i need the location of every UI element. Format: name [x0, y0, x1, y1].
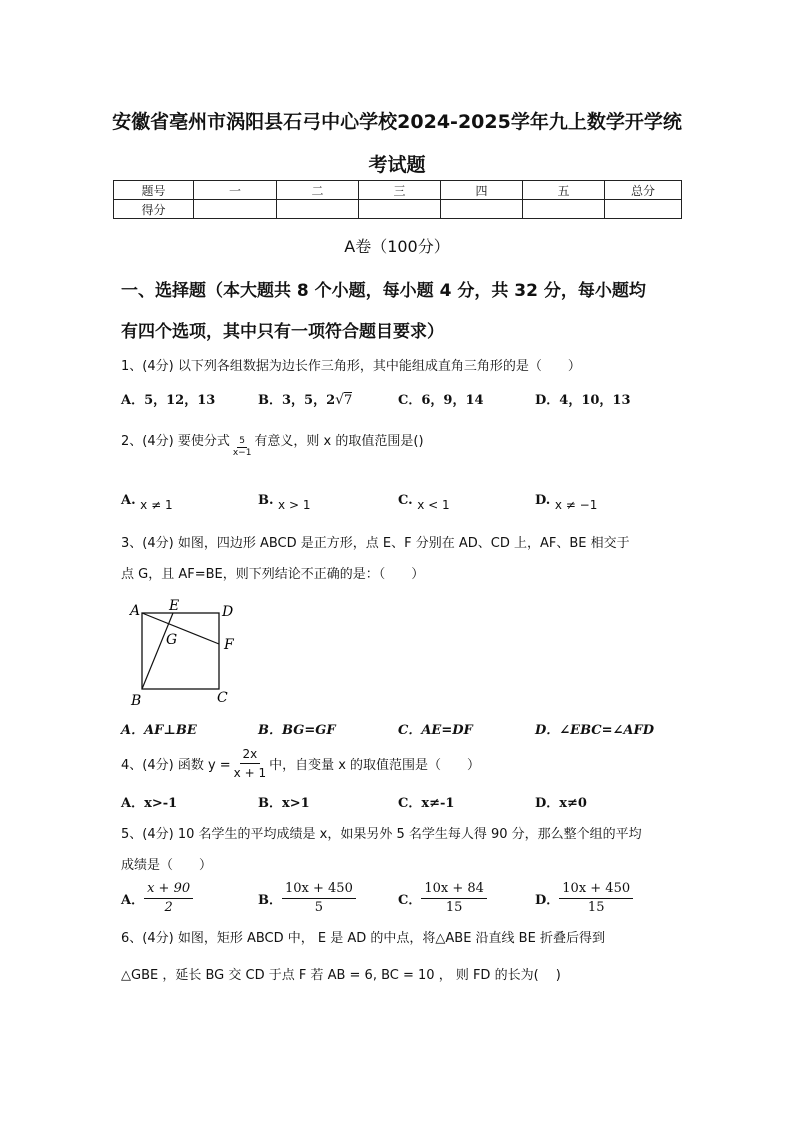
- q1-option-b: [258, 389, 352, 408]
- q1-option-d: D．4，10，13: [535, 393, 631, 408]
- score-table-score-row: [114, 200, 682, 219]
- q5-option-b-frac: [282, 880, 356, 917]
- q4-fraction: [234, 745, 266, 782]
- q1-option-b-root: 7: [344, 393, 353, 408]
- q5-c-num: 10x + 84: [421, 880, 487, 899]
- q2-frac-den: x−1: [232, 448, 252, 458]
- q5-option-a: [121, 880, 193, 917]
- score-cell: [523, 200, 605, 219]
- label-g: G: [166, 632, 178, 648]
- question-4-text: [121, 745, 480, 782]
- paper-label: A卷（100分）: [344, 237, 450, 256]
- q5-option-d-frac: [559, 880, 633, 917]
- score-header-cell: 总分: [605, 181, 682, 200]
- question-3-line1: 3、(4分) 如图，四边形 ABCD 是正方形，点 E、F 分别在 AD、CD 上，AF、BE 相交于: [121, 536, 630, 551]
- q3-option-d: D．∠EBC=∠AFD: [535, 723, 655, 738]
- q2-option-d-label: D.: [535, 493, 551, 508]
- q1-option-c: C．6，9，14: [398, 393, 484, 408]
- q5-option-a-label: A．: [121, 893, 145, 908]
- q2-option-c-math: x < 1: [417, 498, 450, 512]
- q1-option-a: A．5，12，13: [121, 393, 216, 408]
- q4-text-post: 中，自变量 x 的取值范围是（ ）: [269, 758, 481, 773]
- score-header-cell: 一: [194, 181, 277, 200]
- q3-option-a: A．AF⊥BE: [121, 723, 197, 738]
- q5-option-d-label: D．: [535, 893, 560, 908]
- q2-option-b-label: B.: [258, 493, 274, 508]
- q2-option-a: [121, 493, 173, 512]
- q5-option-c-label: C．: [398, 893, 422, 908]
- label-a: A: [130, 603, 141, 619]
- q2-option-d: [535, 493, 598, 512]
- q4-option-b: B．x>1: [258, 796, 310, 811]
- q2-option-c: [398, 493, 450, 512]
- q5-option-c-frac: [421, 880, 487, 917]
- q5-d-num: 10x + 450: [559, 880, 633, 899]
- q2-fraction: [233, 436, 252, 459]
- score-cell: [441, 200, 523, 219]
- q5-option-d: [535, 880, 633, 917]
- q4-frac-den: x + 1: [233, 766, 267, 780]
- q5-b-den: 5: [314, 900, 324, 915]
- segment-af: [142, 613, 219, 644]
- q5-d-den: 15: [587, 900, 605, 915]
- question-6-line1: 6、(4分) 如图，矩形 ABCD 中， E 是 AD 的中点，将△ABE 沿直线 BE 折叠后得到: [121, 931, 605, 946]
- sqrt-icon: √: [335, 392, 345, 408]
- q4-option-d: D．x≠0: [535, 796, 587, 811]
- score-header-cell: 二: [277, 181, 359, 200]
- label-c: C: [217, 690, 228, 706]
- q2-option-b-math: x > 1: [278, 498, 311, 512]
- section1-heading-line1: 一、选择题（本大题共 8 个小题，每小题 4 分，共 32 分，每小题均: [121, 281, 646, 301]
- q2-frac-num: 5: [239, 436, 245, 446]
- q2-option-a-label: A.: [121, 493, 136, 508]
- q3-option-c: C．AE=DF: [398, 723, 473, 738]
- section1-heading-line2: 有四个选项，其中只有一项符合题目要求）: [121, 322, 444, 342]
- exam-title-line2: 考试题: [368, 154, 426, 176]
- q4-option-c: C．x≠-1: [398, 796, 455, 811]
- score-table-header-row: [114, 181, 682, 200]
- label-d: D: [222, 604, 234, 620]
- q5-b-num: 10x + 450: [282, 880, 356, 899]
- score-table: [113, 180, 682, 219]
- score-row-label: 得分: [114, 200, 194, 219]
- q5-c-den: 15: [445, 900, 463, 915]
- q4-frac-num: 2x: [240, 745, 261, 764]
- q2-text-post: 有意义，则 x 的取值范围是(): [254, 434, 424, 449]
- q4-option-a: A．x>-1: [121, 796, 178, 811]
- q2-option-c-label: C.: [398, 493, 413, 508]
- question-5-line1: 5、(4分) 10 名学生的平均成绩是 x，如果另外 5 名学生每人得 90 分，那么整个组的平均: [121, 827, 642, 842]
- q5-option-b-label: B．: [258, 893, 282, 908]
- segment-be: [142, 613, 173, 689]
- exam-title-line1: 安徽省亳州市涡阳县石弓中心学校2024-2025学年九上数学开学统: [112, 111, 682, 133]
- q5-a-num: x + 90: [144, 880, 193, 899]
- question-6-line2: △GBE ，延长 BG 交 CD 于点 F 若 AB = 6, BC = 10 ， 则 FD 的长为( ): [121, 968, 561, 983]
- score-header-cell: 题号: [114, 181, 194, 200]
- q2-text-pre: 2、(4分) 要使分式: [121, 434, 230, 449]
- score-cell: [277, 200, 359, 219]
- label-f: F: [224, 637, 234, 653]
- q2-option-d-math: x ≠ −1: [554, 498, 598, 512]
- question-1-text: 1、(4分) 以下列各组数据为边长作三角形，其中能组成直角三角形的是（ ）: [121, 359, 581, 374]
- score-header-cell: 三: [359, 181, 441, 200]
- question-3-line2: 点 G，且 AF=BE，则下列结论不正确的是：（ ）: [121, 567, 425, 582]
- q5-option-b: [258, 880, 356, 917]
- square-abcd: [142, 613, 219, 689]
- q5-a-den: 2: [164, 900, 173, 915]
- question-5-line2: 成绩是（ ）: [121, 858, 213, 873]
- q3-square-figure: [120, 596, 250, 711]
- question-2-text: [121, 430, 424, 459]
- q2-option-a-math: x ≠ 1: [140, 498, 173, 512]
- score-header-cell: 四: [441, 181, 523, 200]
- score-cell: [359, 200, 441, 219]
- q5-option-a-frac: [144, 880, 193, 917]
- q1-option-b-text: B．3，5，2: [258, 393, 336, 408]
- q4-text-pre: 4、(4分) 函数 y =: [121, 758, 231, 773]
- score-cell: [194, 200, 277, 219]
- label-b: B: [131, 693, 142, 709]
- q2-option-b: [258, 493, 311, 512]
- q3-option-b: B．BG=GF: [258, 723, 336, 738]
- score-header-cell: 五: [523, 181, 605, 200]
- q5-option-c: [398, 880, 487, 917]
- score-cell: [605, 200, 682, 219]
- label-e: E: [169, 598, 180, 614]
